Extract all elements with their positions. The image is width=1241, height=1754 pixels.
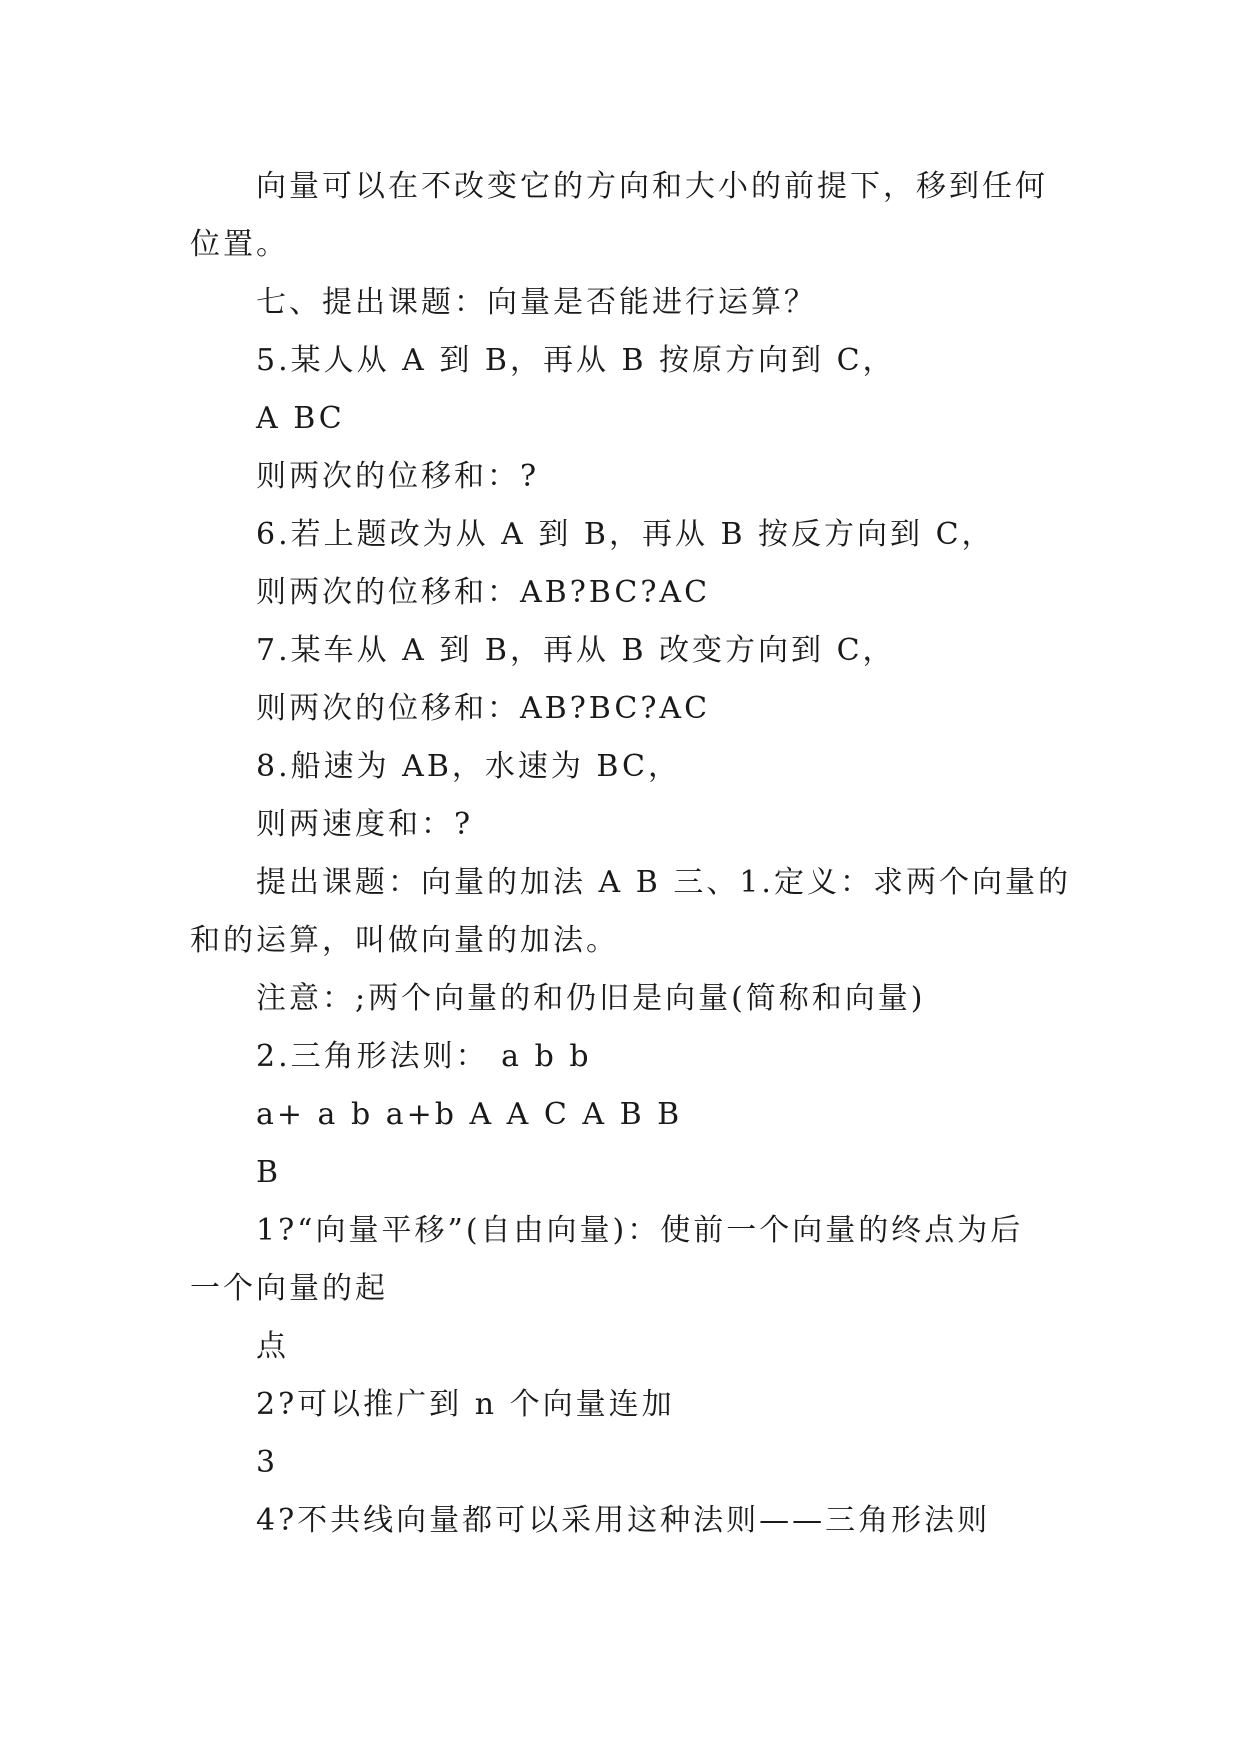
figure-label-b: B [256,1155,282,1190]
rule-point-4: 4?不共线向量都可以采用这种法则——三角形法则 [256,1503,991,1538]
section-heading-7: 七、提出课题：向量是否能进行运算？ [256,285,817,320]
text-line-2: 位置。 [190,227,289,262]
rule-point-1-cont: 一个向量的起 [190,1271,388,1306]
note-line: 注意：;两个向量的和仍旧是向量(简称和向量) [256,981,926,1016]
definition-line-1: 提出课题：向量的加法 A B 三、1.定义：求两个向量的 [256,865,1071,900]
definition-line-2: 和的运算，叫做向量的加法。 [190,923,619,958]
problem-5: 5.某人从 A 到 B，再从 B 按原方向到 C， [256,343,896,378]
problem-6: 6.若上题改为从 A 到 B，再从 B 按反方向到 C， [256,517,995,552]
figure-labels: a+ a b a+b A A C A B B [256,1097,683,1132]
rule-point-1: 1?“向量平移”(自由向量)：使前一个向量的终点为后 [256,1213,1024,1248]
triangle-rule-heading: 2.三角形法则： a b b [256,1039,592,1074]
figure-label-abc: A BC [256,401,345,436]
text-line-1: 向量可以在不改变它的方向和大小的前提下，移到任何 [256,169,1048,204]
problem-5-question: 则两次的位移和：? [256,459,540,494]
problem-7: 7.某车从 A 到 B，再从 B 改变方向到 C， [256,633,896,668]
problem-8: 8.船速为 AB，水速为 BC， [256,749,681,784]
rule-point-3: 3 [256,1445,279,1480]
problem-8-question: 则两速度和：? [256,807,474,842]
problem-7-answer: 则两次的位移和：AB?BC?AC [256,691,711,726]
rule-point-1-end: 点 [256,1329,289,1364]
problem-6-answer: 则两次的位移和：AB?BC?AC [256,575,711,610]
rule-point-2: 2?可以推广到 n 个向量连加 [256,1387,675,1422]
